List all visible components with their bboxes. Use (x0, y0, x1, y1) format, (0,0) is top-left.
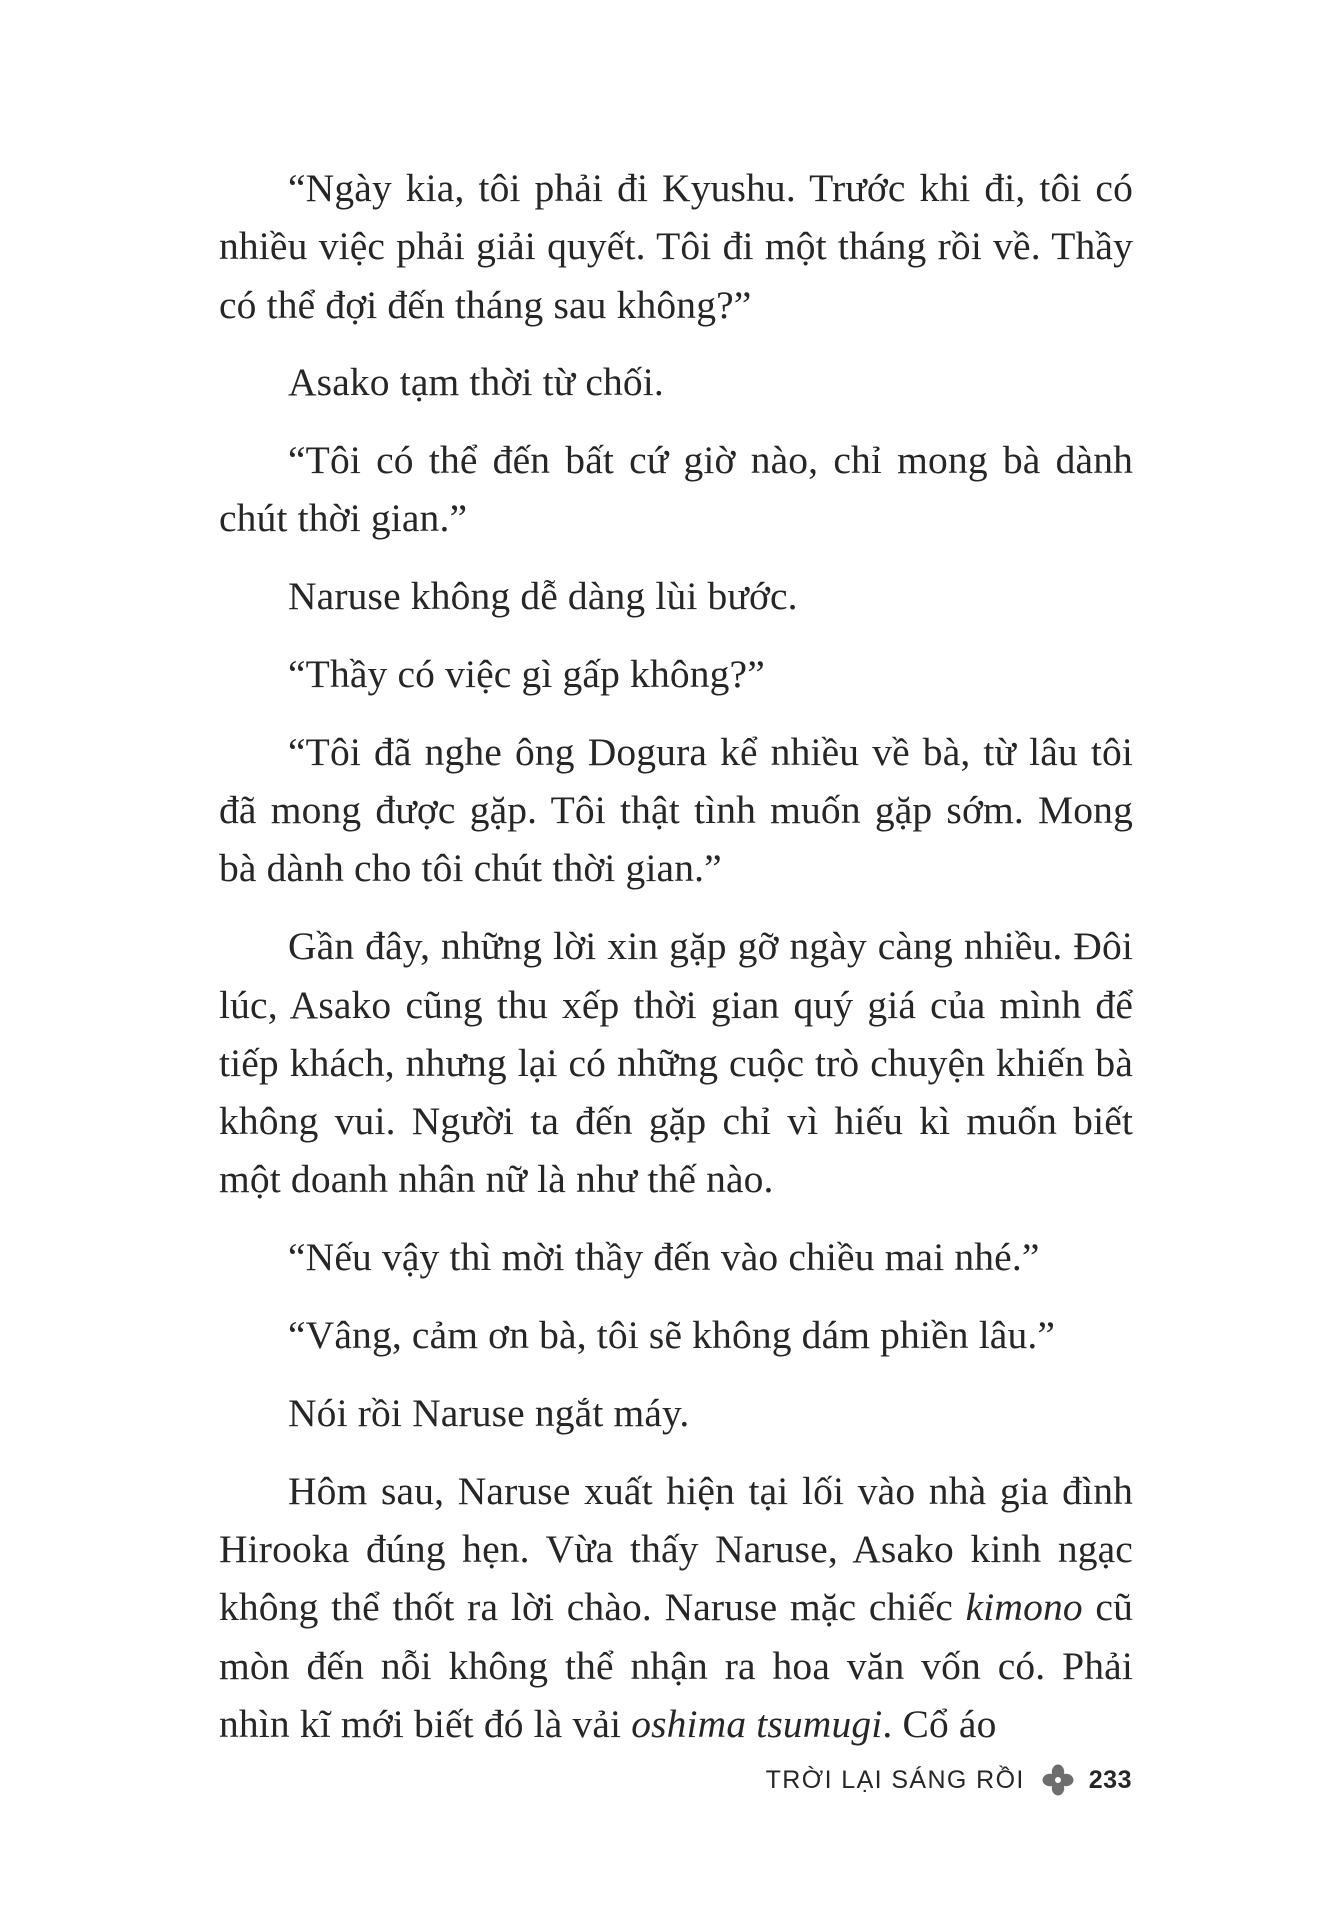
page-footer (766, 1760, 1132, 1800)
paragraph (219, 431, 1133, 548)
paragraph (219, 353, 1133, 411)
paragraph (219, 1228, 1133, 1286)
paragraph-text: “Ngày kia, tôi phải đi Kyushu. Trước khi đi, tôi có nhiều việc phải giải quyết. Tôi đi một tháng rồi về. Thầy có thể đợi đến tháng sau không?” (219, 166, 1133, 327)
body-text (219, 159, 1133, 1773)
paragraph-text: Hôm sau, Naruse xuất hiện tại lối vào nhà gia đình Hirooka đúng hẹn. Vừa thấy Naruse, Asako kinh ngạc không thể thốt ra lời chào. Naruse mặc chiếc (219, 1468, 1133, 1630)
paragraph (219, 723, 1133, 898)
italic-term: kimono (965, 1585, 1083, 1630)
paragraph-text: “Nếu vậy thì mời thầy đến vào chiều mai nhé.” (288, 1235, 1040, 1280)
paragraph-text: “Thầy có việc gì gấp không?” (288, 652, 765, 697)
paragraph-text: “Tôi có thể đến bất cứ giờ nào, chỉ mong bà dành chút thời gian.” (219, 438, 1133, 541)
paragraph (219, 645, 1133, 703)
paragraph-text: cũ mòn đến nỗi không thể nhận ra hoa văn vốn có. Phải nhìn kĩ mới biết đó là vải (219, 1585, 1134, 1746)
paragraph-text: Naruse không dễ dàng lùi bước. (288, 574, 798, 619)
paragraph-text: . Cổ áo (882, 1701, 997, 1746)
clover-icon (1041, 1763, 1075, 1797)
paragraph (219, 1384, 1133, 1442)
paragraph (219, 567, 1133, 625)
paragraph (219, 1462, 1133, 1753)
paragraph (219, 1306, 1133, 1364)
page-number: 233 (1088, 1765, 1132, 1794)
paragraph-text: Nói rồi Naruse ngắt máy. (288, 1390, 690, 1435)
italic-term: oshima tsumugi (631, 1701, 883, 1746)
paragraph-text: Gần đây, những lời xin gặp gỡ ngày càng nhiều. Đôi lúc, Asako cũng thu xếp thời gian quý giá của mình để tiếp khách, nhưng lại có những cuộc trò chuyện khiến bà không vui. Người ta đến gặp chỉ vì hiếu kì muốn biết một doanh nhân nữ là như thế nào. (219, 924, 1133, 1202)
paragraph (219, 917, 1133, 1208)
running-title: TRỜI LẠI SÁNG RỒI (765, 1765, 1025, 1794)
paragraph-text: “Tôi đã nghe ông Dogura kể nhiều về bà, từ lâu tôi đã mong được gặp. Tôi thật tình muốn gặp sớm. Mong bà dành cho tôi chút thời gian.” (219, 729, 1133, 891)
paragraph-text: Asako tạm thời từ chối. (288, 360, 664, 405)
paragraph (219, 159, 1133, 334)
paragraph-text: “Vâng, cảm ơn bà, tôi sẽ không dám phiền lâu.” (288, 1313, 1056, 1358)
